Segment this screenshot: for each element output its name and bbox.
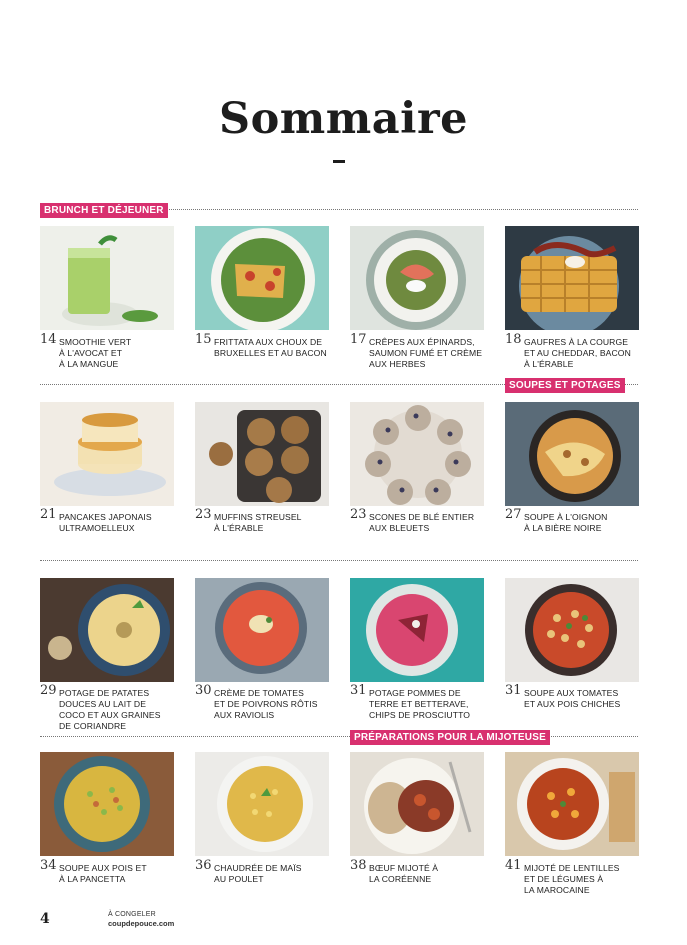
recipe-title: GAUFRES À LA COURGE ET AU CHEDDAR, BACON À L'ÉRABLE <box>524 337 631 369</box>
page-number: 23 <box>195 507 212 522</box>
page-folio: 4 <box>40 911 50 927</box>
recipe-photo-crepes[interactable] <box>350 226 484 330</box>
separator-row3 <box>40 560 638 561</box>
recipe-photo-soupe-oignon[interactable] <box>505 402 639 506</box>
page-number: 34 <box>40 858 57 873</box>
page-number: 17 <box>350 332 367 347</box>
page-number: 38 <box>350 858 367 873</box>
recipe-photo-soupe-pois[interactable] <box>40 752 174 856</box>
separator-row2-left <box>40 384 505 385</box>
page-number: 36 <box>195 858 212 873</box>
recipe-photo-soupe-pois-chiches[interactable] <box>505 578 639 682</box>
title-underline <box>333 160 345 163</box>
recipe-title: POTAGE DE PATATES DOUCES AU LAIT DE COCO ET AUX GRAINES DE CORIANDRE <box>59 688 161 731</box>
separator-row4-right <box>548 736 638 737</box>
page-number: 41 <box>505 858 522 873</box>
recipe-photo-mijote-lentilles[interactable] <box>505 752 639 856</box>
section-tag-mijoteuse: PRÉPARATIONS POUR LA MIJOTEUSE <box>350 730 550 745</box>
page-number: 27 <box>505 507 522 522</box>
page-title: Sommaire <box>219 94 468 144</box>
section-tag-brunch: BRUNCH ET DÉJEUNER <box>40 203 168 218</box>
magazine-section-label: À CONGELER <box>108 911 156 918</box>
recipe-title: FRITTATA AUX CHOUX DE BRUXELLES ET AU BACON <box>214 337 327 358</box>
recipe-photo-smoothie[interactable] <box>40 226 174 330</box>
recipe-photo-boeuf-mijote[interactable] <box>350 752 484 856</box>
recipe-photo-scones[interactable] <box>350 402 484 506</box>
section-tag-soupes: SOUPES ET POTAGES <box>505 378 625 393</box>
recipe-title: CHAUDRÉE DE MAÏS AU POULET <box>214 863 302 884</box>
page-number: 15 <box>195 332 212 347</box>
recipe-title: MIJOTÉ DE LENTILLES ET DE LÉGUMES À LA MAROCAINE <box>524 863 620 895</box>
page-number: 29 <box>40 683 57 698</box>
page-number: 31 <box>350 683 367 698</box>
page-number: 18 <box>505 332 522 347</box>
recipe-title: SOUPE À L'OIGNON À LA BIÈRE NOIRE <box>524 512 608 533</box>
recipe-title: SOUPE AUX POIS ET À LA PANCETTA <box>59 863 147 884</box>
recipe-photo-chaudree[interactable] <box>195 752 329 856</box>
recipe-photo-potage-betterave[interactable] <box>350 578 484 682</box>
recipe-title: POTAGE POMMES DE TERRE ET BETTERAVE, CHIPS DE PROSCIUTTO <box>369 688 471 720</box>
page-number: 21 <box>40 507 57 522</box>
page-number: 23 <box>350 507 367 522</box>
separator-row4-left <box>40 736 350 737</box>
separator-row1 <box>164 209 638 210</box>
recipe-photo-potage-patates[interactable] <box>40 578 174 682</box>
page-number: 31 <box>505 683 522 698</box>
recipe-title: SMOOTHIE VERT À L'AVOCAT ET À LA MANGUE <box>59 337 132 369</box>
recipe-title: SCONES DE BLÉ ENTIER AUX BLEUETS <box>369 512 475 533</box>
recipe-photo-creme-tomates[interactable] <box>195 578 329 682</box>
magazine-url: coupdepouce.com <box>108 919 175 928</box>
recipe-title: CRÈME DE TOMATES ET DE POIVRONS RÔTIS AUX RAVIOLIS <box>214 688 318 720</box>
recipe-photo-gaufres[interactable] <box>505 226 639 330</box>
recipe-title: MUFFINS STREUSEL À L'ÉRABLE <box>214 512 302 533</box>
recipe-photo-pancakes[interactable] <box>40 402 174 506</box>
recipe-title: CRÊPES AUX ÉPINARDS, SAUMON FUMÉ ET CRÈME AUX HERBES <box>369 337 483 369</box>
recipe-title: PANCAKES JAPONAIS ULTRAMOELLEUX <box>59 512 152 533</box>
page-number: 30 <box>195 683 212 698</box>
page-number: 14 <box>40 332 57 347</box>
recipe-title: SOUPE AUX TOMATES ET AUX POIS CHICHES <box>524 688 621 709</box>
recipe-title: BŒUF MIJOTÉ À LA CORÉENNE <box>369 863 439 884</box>
recipe-photo-frittata[interactable] <box>195 226 329 330</box>
recipe-photo-muffins[interactable] <box>195 402 329 506</box>
